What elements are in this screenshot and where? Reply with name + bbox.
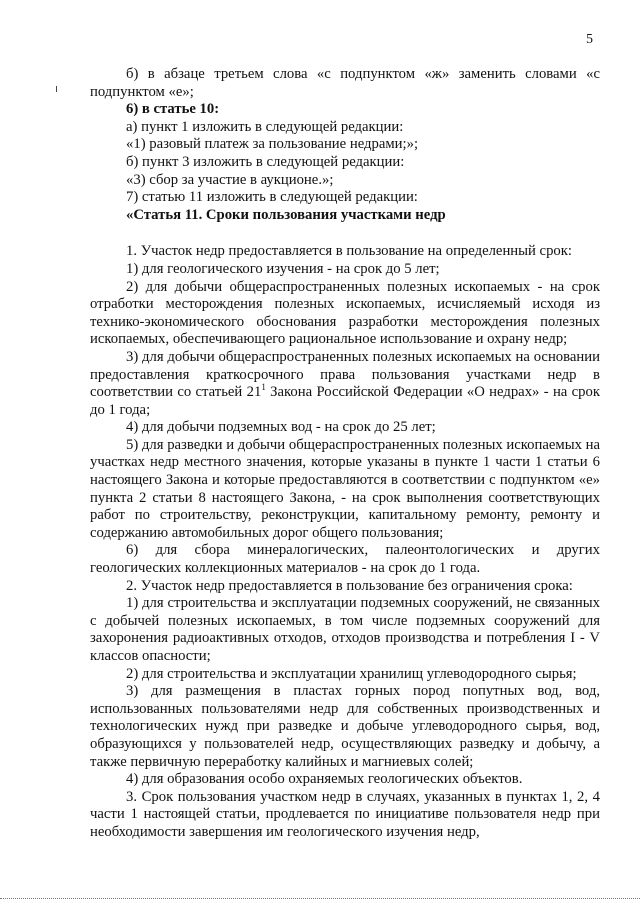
document-body — [90, 66, 600, 842]
paragraph: 1. Участок недр предоставляется в пользование на определенный срок: — [126, 243, 572, 260]
paragraph — [90, 349, 600, 419]
superscript: 1 — [261, 382, 266, 393]
paragraph: 2) для добычи общераспространенных полезных ископаемых - на срок отработки месторождения полезных ископаемых, исчисляемый исходя из технико-экономического обоснования разработки месторождения полезных ископаемых, обеспечивающего рациональное использование и охрану недр; — [90, 278, 600, 348]
paragraph: 4) для образования особо охраняемых геологических объектов. — [126, 771, 523, 788]
scan-mark — [56, 86, 57, 92]
paragraph: 2. Участок недр предоставляется в пользование без ограничения срока: — [126, 577, 573, 594]
paragraph: 2) для строительства и эксплуатации хранилищ углеводородного сырья; — [126, 665, 577, 682]
paragraph: 6) в статье 10: — [126, 101, 220, 118]
paragraph: 7) статью 11 изложить в следующей редакции: — [126, 189, 418, 206]
paragraph: 5) для разведки и добычи общераспространенных полезных ископаемых на участках недр местного значения, которые указаны в пункте 1 части 1 статьи 6 настоящего Закона и которые предоставляются в соответствии с подпунктом «е» пункта 2 статьи 8 настоящего Закона, - на срок выполнения соответствующих работ по строительству, реконструкции, капитальному ремонту, ремонту и содержанию автомобильных дорог общего пользования; — [90, 436, 600, 541]
paragraph: 1) для строительства и эксплуатации подземных сооружений, не связанных с добычей полезных ископаемых, в том числе подземных сооружений для захоронения радиоактивных отходов, отходов производства и потребления I - V классов опасности; — [90, 595, 600, 664]
scan-edge — [0, 898, 640, 901]
paragraph: «1) разовый платеж за пользование недрами;»; — [126, 136, 419, 153]
paragraph-text: Закона Российской Федерации «О недрах» - на срок до 1 года; — [90, 384, 601, 418]
paragraph: а) пункт 1 изложить в следующей редакции: — [126, 118, 404, 135]
paragraph: 3) для размещения в пластах горных пород попутных вод, вод, использованных пользователями недр для собственных производственных и технологических нужд при разведке и добыче углеводородного сырья, вод, образующихся у пользователей недр, осуществляющих разведку и добычу, а также первичную переработку калийных и магниевых солей; — [90, 683, 600, 770]
article-heading: «Статья 11. Сроки пользования участками недр — [126, 206, 446, 223]
paragraph: б) в абзаце третьем слова «с подпунктом «ж» заменить словами «с подпунктом «е»; — [90, 66, 600, 100]
paragraph: 1) для геологического изучения - на срок до 5 лет; — [126, 260, 440, 277]
paragraph: б) пункт 3 изложить в следующей редакции: — [126, 153, 405, 170]
paragraph: «3) сбор за участие в аукционе.»; — [126, 171, 334, 188]
paragraph: 6) для сбора минералогических, палеонтологических и других геологических коллекционных материалов - на срок до 1 года. — [90, 542, 600, 577]
page-number: 5 — [586, 32, 593, 47]
paragraph-text: 3) для добычи общераспространенных полезных ископаемых на основании предоставления краткосрочного права пользования участками недр в соответствии со статьей 21 — [90, 348, 600, 401]
spacer — [90, 224, 600, 243]
paragraph: 3. Срок пользования участком недр в случаях, указанных в пунктах 1, 2, 4 части 1 настоящей статьи, продлевается по инициативе пользователя недр при необходимости завершения им геологического изучения недр, — [90, 788, 600, 840]
paragraph: 4) для добычи подземных вод - на срок до 25 лет; — [126, 419, 436, 436]
